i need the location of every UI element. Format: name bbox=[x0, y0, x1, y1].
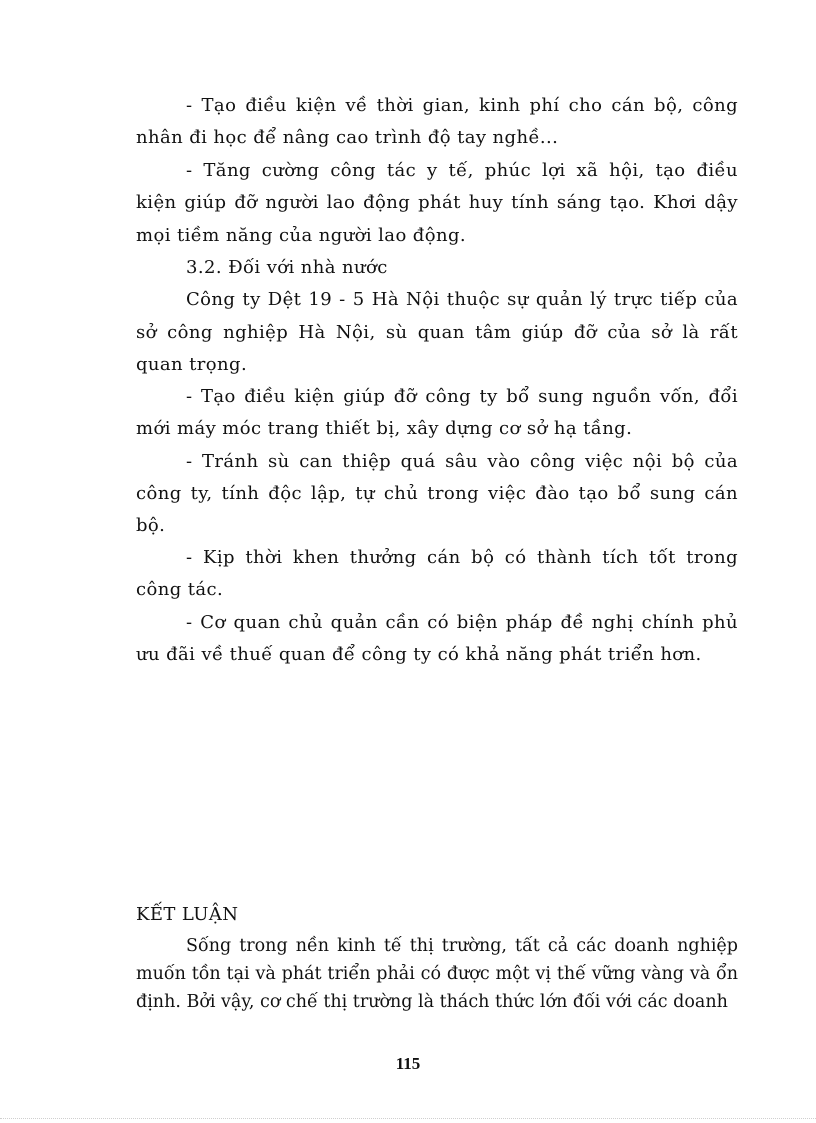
text-line: ưu đãi về thuế quan để công ty có khả năng phát triển hơn. bbox=[136, 644, 702, 665]
text-line: kiện giúp đỡ người lao động phát huy tính sáng tạo. Khơi dậy bbox=[136, 192, 738, 213]
footer-divider bbox=[0, 1118, 816, 1119]
text-line: công tác. bbox=[136, 579, 224, 600]
text-line: - Tạo điều kiện giúp đỡ công ty bổ sung nguồn vốn, đổi bbox=[186, 386, 738, 407]
text-line: nhân đi học để nâng cao trình độ tay nghề... bbox=[136, 127, 559, 148]
conclusion-line: muốn tồn tại và phát triển phải có được một vị thế vững vàng và ổn bbox=[136, 964, 738, 984]
text-line: sở công nghiệp Hà Nội, sù quan tâm giúp đỡ của sở là rất bbox=[136, 322, 738, 343]
text-line: quan trọng. bbox=[136, 354, 248, 375]
text-line: công ty, tính độc lập, tự chủ trong việc đào tạo bổ sung cán bbox=[136, 483, 738, 504]
text-line: - Tạo điều kiện về thời gian, kinh phí cho cán bộ, công bbox=[186, 95, 738, 116]
text-line: - Tăng cường công tác y tế, phúc lợi xã hội, tạo điều bbox=[186, 160, 738, 181]
conclusion-line: định. Bởi vậy, cơ chế thị trường là thách thức lớn đối với các doanh bbox=[136, 992, 728, 1012]
text-line: mọi tiềm năng của người lao động. bbox=[136, 225, 466, 246]
text-line: bộ. bbox=[136, 515, 166, 536]
conclusion-line: Sống trong nền kinh tế thị trường, tất cả các doanh nghiệp bbox=[186, 936, 738, 956]
conclusion-heading: KẾT LUẬN bbox=[136, 904, 239, 925]
text-line: - Cơ quan chủ quản cần có biện pháp đề nghị chính phủ bbox=[186, 612, 738, 633]
text-line: - Kịp thời khen thưởng cán bộ có thành tích tốt trong bbox=[186, 547, 738, 568]
section-heading: 3.2. Đối với nhà nước bbox=[186, 257, 388, 278]
text-line: Công ty Dệt 19 - 5 Hà Nội thuộc sự quản lý trực tiếp của bbox=[186, 289, 738, 310]
page-number: 115 bbox=[395, 1054, 421, 1073]
text-line: - Tránh sù can thiệp quá sâu vào công việc nội bộ của bbox=[186, 451, 738, 472]
text-line: mới máy móc trang thiết bị, xây dựng cơ sở hạ tầng. bbox=[136, 418, 633, 439]
